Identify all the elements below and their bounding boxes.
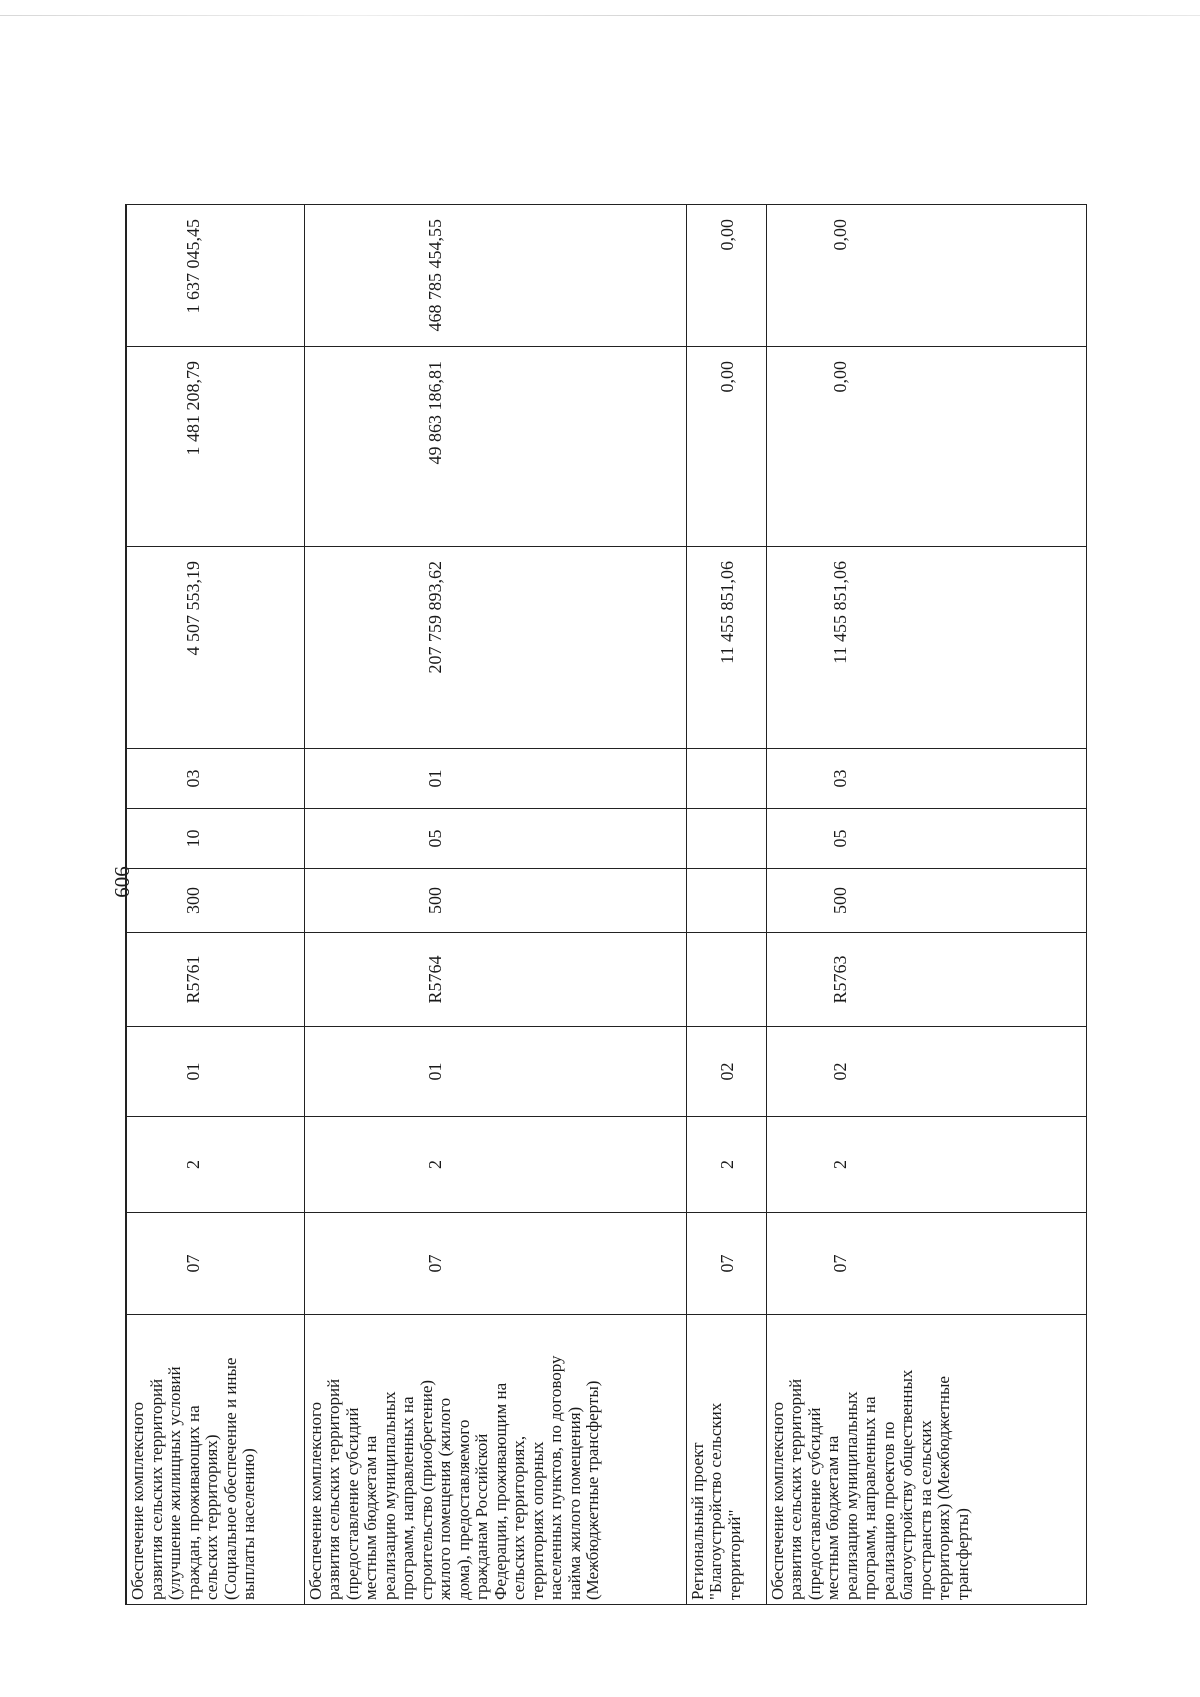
cell-pr-code: 03 [126,749,304,809]
budget-table [125,204,1087,1605]
cell-direction-code: R5763 [766,933,1086,1027]
cell-amount-3: 0,00 [766,205,1086,347]
cell-pp-code: 2 [304,1117,686,1213]
cell-gp-code: 07 [126,1213,304,1315]
cell-direction-code: R5761 [126,933,304,1027]
cell-amount-2: 0,00 [766,347,1086,547]
cell-pr-code: 03 [766,749,1086,809]
cell-amount-3: 468 785 454,55 [304,205,686,347]
cell-amount-3: 0,00 [686,205,766,347]
cell-direction-code [686,933,766,1027]
cell-rz-code [686,809,766,869]
cell-amount-2: 1 481 208,79 [126,347,304,547]
cell-rz-code: 05 [766,809,1086,869]
cell-rz-code: 05 [304,809,686,869]
scan-edge-line [0,15,1200,16]
cell-amount-1: 11 455 851,06 [766,547,1086,749]
cell-om-code: 01 [304,1027,686,1117]
cell-gp-code: 07 [304,1213,686,1315]
row-description: Обеспечение комплексного развития сельских территорий (улучшение жилищных условий граждан, проживающих на сельских территориях) (Социальное обеспечение и иные выплаты населению) [126,1315,304,1605]
cell-gp-code: 07 [686,1213,766,1315]
cell-pr-code: 01 [304,749,686,809]
cell-vr-code: 500 [766,869,1086,933]
row-description: Обеспечение комплексного развития сельских территорий (предоставление субсидий местным бюджетам на реализацию муниципальных программ, направленных на реализацию проектов по благоустройству общественных пространств на сельских территориях) (Межбюджетные трансферты) [766,1315,1086,1605]
table-row [686,205,766,1605]
cell-vr-code [686,869,766,933]
cell-amount-1: 207 759 893,62 [304,547,686,749]
cell-direction-code: R5764 [304,933,686,1027]
row-description: Обеспечение комплексного развития сельских территорий (предоставление субсидий местным бюджетам на реализацию муниципальных программ, направленных на строительство (приобретение) жилого помещения (жилого дома), предоставляемого гражданам Российской Федерации, проживающим на сельских территориях, территориях опорных населенных пунктов, по договору найма жилого помещения) (Межбюджетные трансферты) [304,1315,686,1605]
row-description: Региональный проект "Благоустройство сельских территорий" [686,1315,766,1605]
cell-pp-code: 2 [686,1117,766,1213]
table-row [766,205,1086,1605]
cell-om-code: 02 [766,1027,1086,1117]
cell-amount-1: 4 507 553,19 [126,547,304,749]
cell-rz-code: 10 [126,809,304,869]
cell-pr-code [686,749,766,809]
cell-amount-1: 11 455 851,06 [686,547,766,749]
cell-om-code: 02 [686,1027,766,1117]
cell-amount-2: 0,00 [686,347,766,547]
table-row [126,205,304,1605]
table-container [125,205,1085,1605]
cell-amount-3: 1 637 045,45 [126,205,304,347]
cell-vr-code: 500 [304,869,686,933]
cell-pp-code: 2 [766,1117,1086,1213]
cell-pp-code: 2 [126,1117,304,1213]
cell-amount-2: 49 863 186,81 [304,347,686,547]
cell-om-code: 01 [126,1027,304,1117]
cell-gp-code: 07 [766,1213,1086,1315]
table-row [304,205,686,1605]
cell-vr-code: 300 [126,869,304,933]
page-number: 606 [110,866,134,898]
